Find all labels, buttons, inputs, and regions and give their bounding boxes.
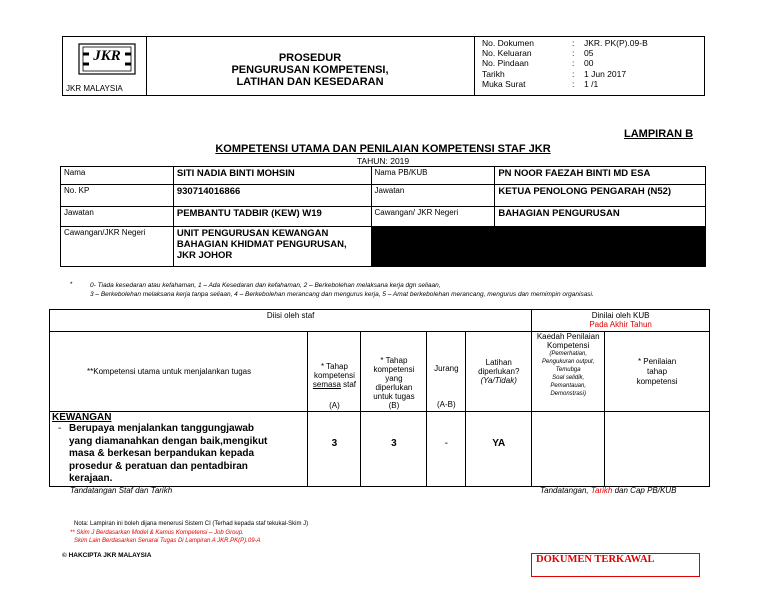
staff-info-table: [60, 166, 706, 267]
procedure-title: [146, 52, 474, 88]
level-legend: [90, 281, 594, 299]
col-kompetensi: **Kompetensi utama untuk menjalankan tugas: [50, 332, 308, 412]
value-cawangan-pb: BAHAGIAN PENGURUSAN: [495, 207, 706, 227]
row-tahap-a: 3: [308, 412, 361, 487]
logo-text: JKR: [93, 48, 121, 64]
hakcipta: © HAKCIPTA JKR MALAYSIA: [62, 552, 152, 559]
label-no-kp: No. KP: [61, 185, 174, 207]
footnote-3: Skim Lain Berdasarkan Senarai Tugas Di Lampiran A JKR.PK(P).09-A: [74, 538, 261, 544]
value-nama-pb: PN NOOR FAEZAH BINTI MD ESA: [495, 167, 706, 185]
row-kaedah: [532, 412, 605, 487]
footnote-2: ** Skim J Berdasarkan Model & Kamus Kompetensi – Job Group.: [70, 530, 244, 536]
meta-row: Muka Surat : 1 /1: [482, 78, 599, 89]
title-line-2: PENGURUSAN KOMPETENSI,: [231, 64, 389, 76]
lampiran-label: LAMPIRAN B: [624, 128, 694, 140]
value-cawangan: UNIT PENGURUSAN KEWANGAN BAHAGIAN KHIDMAT PENGURUSAN, JKR JOHOR: [173, 227, 371, 267]
diisi-staf-header: Diisi oleh staf: [50, 310, 532, 332]
jkr-logo: [77, 42, 137, 78]
competency-table: [49, 309, 710, 487]
note-star: *: [70, 281, 73, 288]
col-tahap-diperlukan: * Tahap kompetensi yang diperlukan untuk tugas (B): [361, 332, 427, 412]
document-title: KOMPETENSI UTAMA DAN PENILAIAN KOMPETENSI STAF JKR: [215, 143, 551, 155]
row-kompetensi-text: KEWANGAN - Berupaya menjalankan tanggungjawab yang diamanahkan dengan baik,mengikut masa & berkesan berpandukan kepada prosedur & peratuan dan pentadbiran kerajaan.: [50, 412, 308, 487]
header-divider-2: [474, 36, 475, 96]
meta-row: No. Pindaan : 00: [482, 58, 594, 69]
staff-signature-label: Tandatangan Staf dan Tarikh: [70, 486, 173, 495]
legend-line-1: 0- Tiada kesedaran atau kefahaman, 1 – Ada Kesedaran dan kefahaman, 2 – Berkebolehan melaksana kerja dgn seliaan,: [90, 282, 441, 289]
value-jawatan: PEMBANTU TADBIR (KEW) W19: [173, 207, 371, 227]
col-latihan: Latihan diperlukan? (Ya/Tidak): [466, 332, 532, 412]
meta-row: No. Dokumen : JKR. PK(P).09-B: [482, 38, 648, 48]
doc-meta: [482, 38, 648, 89]
footnote-1: Nota: Lampiran ini boleh dijana menerusi Sistem CI (Terhad kepada staf tekukal-Skim J): [74, 521, 309, 527]
row-penilaian: [605, 412, 710, 487]
value-no-kp: 930714016866: [173, 185, 371, 207]
meta-row: No. Keluaran : 05: [482, 48, 594, 59]
col-tahap-semasa: * Tahap kompetensi semasa staf (A): [308, 332, 361, 412]
meta-row: Tarikh : 1 Jun 2017: [482, 68, 627, 79]
title-line-1: PROSEDUR: [278, 52, 342, 64]
row-latihan: YA: [466, 412, 532, 487]
title-line-3: LATIHAN DAN KESEDARAN: [236, 76, 384, 88]
dinilai-kub-header: Dinilai oleh KUB Pada Akhir Tahun: [532, 310, 710, 332]
dokumen-terkawal-stamp: DOKUMEN TERKAWAL: [531, 553, 700, 577]
org-name: JKR MALAYSIA: [66, 84, 123, 93]
legend-line-2: 3 – Berkebolehan melaksana kerja tanpa seliaan, 4 – Berkebolehan merancang dan mengurus kerja, 5 – Amat berkebolehan merancang, mengurus dan memimpin organisasi.: [90, 291, 594, 298]
redacted-block: [371, 227, 705, 267]
value-jawatan-pb: KETUA PENOLONG PENGARAH (N52): [495, 185, 706, 207]
col-kaedah: Kaedah Penilaian Kompetensi (Pemerhatian, Pengukuran output, Temubga Soal selidik, Pemantauan, Demonstrasi): [532, 332, 605, 412]
label-nama-pb: Nama PB/KUB: [371, 167, 495, 185]
label-nama: Nama: [61, 167, 174, 185]
col-penilaian: * Penilaian tahap kompetensi: [605, 332, 710, 412]
col-jurang: Jurang (A-B): [427, 332, 466, 412]
row-jurang: -: [427, 412, 466, 487]
value-nama: SITI NADIA BINTI MOHSIN: [173, 167, 371, 185]
label-cawangan-pb: Cawangan/ JKR Negeri: [371, 207, 495, 227]
pb-signature-label: Tandatangan, Tarikh dan Cap PB/KUB: [540, 486, 677, 495]
label-jawatan-pb: Jawatan: [371, 185, 495, 207]
tahun-label: TAHUN: 2019: [356, 156, 410, 166]
row-tahap-b: 3: [361, 412, 427, 487]
label-cawangan: Cawangan/JKR Negeri: [61, 227, 174, 267]
label-jawatan: Jawatan: [61, 207, 174, 227]
